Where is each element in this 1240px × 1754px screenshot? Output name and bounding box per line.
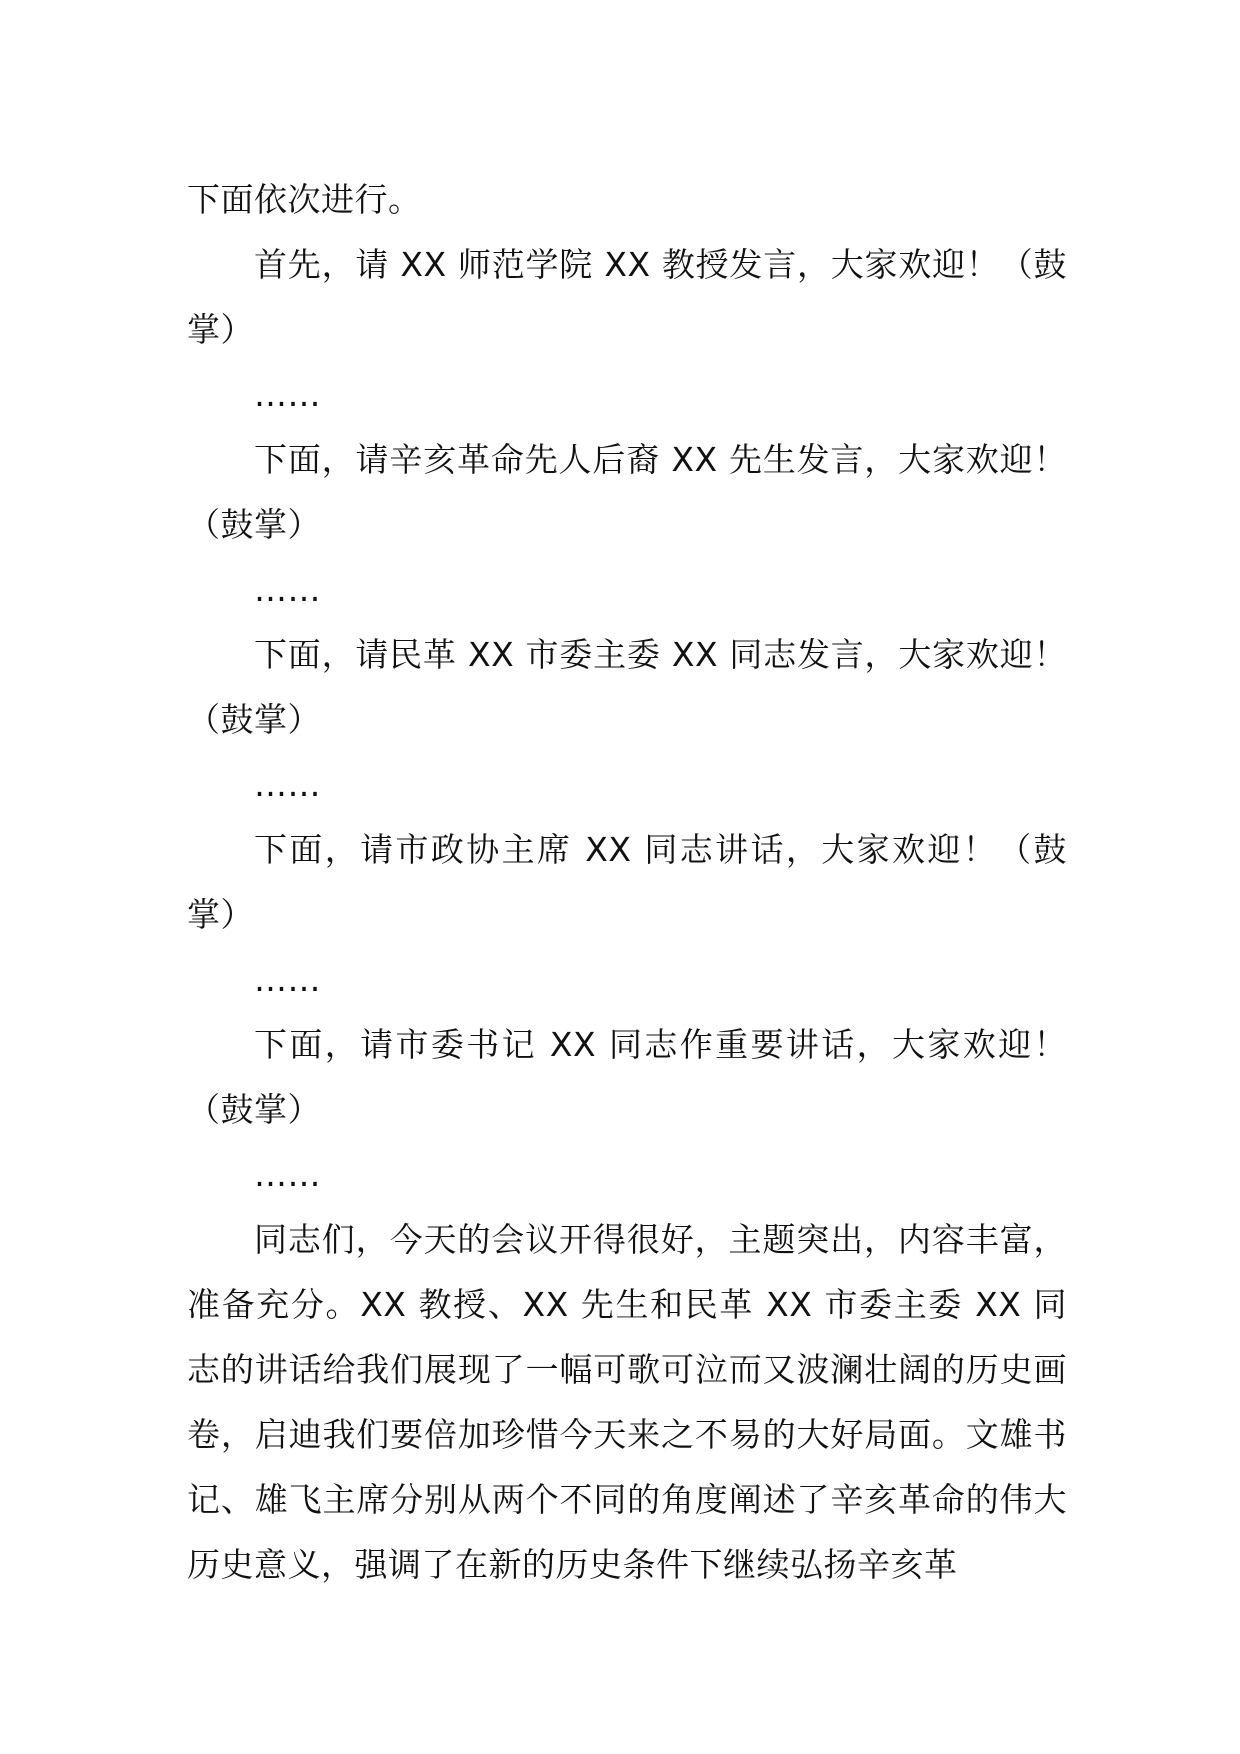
paragraph-speaker-2: 下面，请辛亥革命先人后裔 XX 先生发言，大家欢迎！（鼓掌）	[187, 440, 1067, 544]
paragraph-intro: 下面依次进行。	[187, 180, 422, 219]
paragraph-speaker-3: 下面，请民革 XX 市委主委 XX 同志发言，大家欢迎！（鼓掌）	[187, 635, 1067, 739]
paragraph-summary: 同志们，今天的会议开得很好，主题突出，内容丰富，准备充分。XX 教授、XX 先生和民革 XX 市委主委 XX 同志的讲话给我们展现了一幅可歌可泣而又波澜壮阔的历史画卷，启迪我们要倍加珍惜今天来之不易的大好局面。文雄书记、雄飞主席分别从两个不同的角度阐述了辛亥革命的伟大历史意义，强调了在新的历史条件下继续弘扬辛亥革	[187, 1220, 1067, 1584]
paragraph-ellipsis: ……	[254, 960, 321, 999]
paragraph-ellipsis: ……	[254, 765, 321, 804]
paragraph-speaker-4: 下面，请市政协主席 XX 同志讲话，大家欢迎！（鼓掌）	[187, 830, 1067, 934]
paragraph-speaker-5: 下面，请市委书记 XX 同志作重要讲话，大家欢迎！（鼓掌）	[187, 1025, 1067, 1129]
paragraph-ellipsis: ……	[254, 570, 321, 609]
paragraph-ellipsis: ……	[254, 1155, 321, 1194]
document-body	[187, 167, 1067, 1597]
paragraph-ellipsis: ……	[254, 375, 321, 414]
paragraph-speaker-1: 首先，请 XX 师范学院 XX 教授发言，大家欢迎！（鼓掌）	[187, 245, 1067, 349]
